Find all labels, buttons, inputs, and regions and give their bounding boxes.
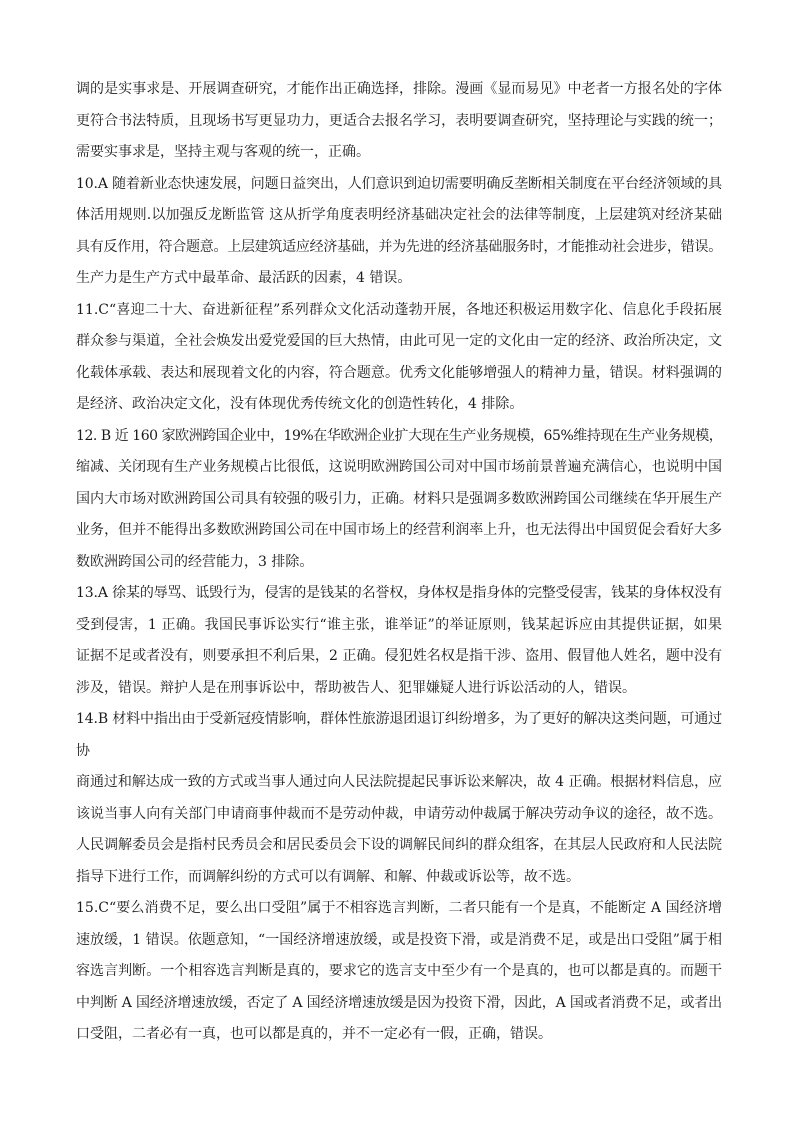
text-line: 体活用规则.以加强反龙断监管 这从折学角度表明经济基础决定社会的法律等制度，上层建筑对经济某础 [76, 207, 722, 223]
text-line: 指导下进行工作，而调解纠纷的方式可以有调解、和解、仲裁或诉讼等，故不选。 [76, 868, 580, 885]
text-line: 中判断 A 国经济增速放缓，否定了 A 国经济增速放缓是因为投资下滑，因此，A 国或者消费不足，或者出 [76, 994, 722, 1011]
text-line: 15.C“要么消费不足，要么出口受阻”属于不相容选言判断，二者只能有一个是真，不能断定 A 国经济增 [76, 900, 722, 916]
text-line: 生产力是生产方式中最革命、最活跃的因素，4 错误。 [76, 270, 412, 286]
document-body [76, 74, 722, 1051]
text-line: 涉及，错误。辩护人是在刑事诉讼中，帮助被告人、犯罪嫌疑人进行诉讼活动的人，错误。 [76, 679, 636, 696]
text-line: 商通过和解达成一致的方式或当事人通过向人民法院提起民事诉讼来解决，故 4 正确。根据材料信息，应 [76, 774, 722, 790]
text-line: 调的是实事求是、开展调查研究，才能作出正确选择，排除。漫画《显而易见》中老者一方报名处的字体 [76, 81, 722, 97]
text-line: 缩减、关闭现有生产业务规模占比很低，这说明欧洲跨国公司对中国市场前景普遍充满信心，也说明中国 [76, 459, 722, 475]
text-line: 是经济、政治决定文化，没有体现优秀传统文化的创造性转化，4 排除。 [76, 396, 524, 412]
text-line: 12. B 近 160 家欧洲跨国企业中，19%在华欧洲企业扩大现在生产业务规模，65%维持现在生产业务规模， [76, 427, 723, 444]
text-line: 10.A 随着新业态快速发展，问题日益突出，人们意识到迫切需要明确反垄断相关制度在平台经济领域的具 [76, 175, 722, 192]
text-line: 速放缓，1 错误。依题意知，“一国经济增速放缓，或是投资下滑，或是消费不足，或是出口受阻”属于相 [76, 931, 722, 948]
text-line: 11.C“喜迎二十大、奋进新征程”系列群众文化活动蓬勃开展，各地还积极运用数字化、信息化手段拓展 [76, 301, 722, 318]
text-line: 化载体承载、表达和展现着文化的内容，符合题意。优秀文化能够增强人的精神力量，错误。材料强调的 [76, 364, 722, 381]
text-line: 该说当事人向有关部门申请商事仲裁而不是劳动仲裁，申请劳动仲裁属于解决劳动争议的途径，故不选。 [76, 805, 722, 822]
text-line: 国内大市场对欧洲跨国公司具有较强的吸引力，正确。材料只是强调多数欧洲跨国公司继续在华开展生产 [76, 490, 722, 507]
text-line: 群众参与渠道，全社会焕发出爱党爱国的巨大热情，由此可见一定的文化由一定的经济、政治所决定，文 [76, 333, 722, 349]
text-line: 协 [76, 742, 90, 759]
text-line: 13.A 徐某的辱骂、诋毁行为，侵害的是钱某的名誉权，身体权是指身体的完整受侵害，钱某的身体权没有 [76, 585, 722, 601]
text-line: 口受阻，二者必有一真，也可以都是真的，并不一定必有一假，正确，错误。 [76, 1026, 552, 1042]
text-line: 业务，但并不能得出多数欧洲跨国公司在中国市场上的经营利润率上升，也无法得出中国贸促会看好大多 [76, 522, 722, 538]
text-line: 具有反作用，符合题意。上层建筑适应经济基础，并为先进的经济基础服务时，才能推动社会进步，错误。 [76, 238, 723, 255]
text-line: 受到侵害，1 正确。我国民事诉讼实行“谁主张，谁举证”的举证原则，钱某起诉应由其提供证据，如果 [76, 616, 722, 633]
text-line: 数欧洲跨国公司的经营能力，3 排除。 [76, 553, 314, 570]
text-line: 证据不足或者没有，则要承担不利后果，2 正确。侵犯姓名权是指干涉、盗用、假冒他人姓名，题中没有 [76, 648, 722, 664]
text-line: 14.B 材料中指出由于受新冠疫情影响，群体性旅游退团退订纠纷增多，为了更好的解决这类问题，可通过 [76, 711, 722, 727]
text-line: 容选言判断。一个相容选言判断是真的，要求它的选言支中至少有一个是真的，也可以都是真的。而题干 [76, 963, 722, 979]
text-line: 需要实事求是，坚持主观与客观的统一，正确。 [76, 144, 370, 160]
text-line: 更符合书法特质，且现场书写更显功力，更适合去报名学习，表明要调查研究，坚持理论与实践的统一； [76, 112, 722, 129]
text-line: 人民调解委员会是指村民秀员会和居民委员会下设的调解民间纠的群众组客，在其层人民政府和人民法院 [76, 837, 722, 853]
